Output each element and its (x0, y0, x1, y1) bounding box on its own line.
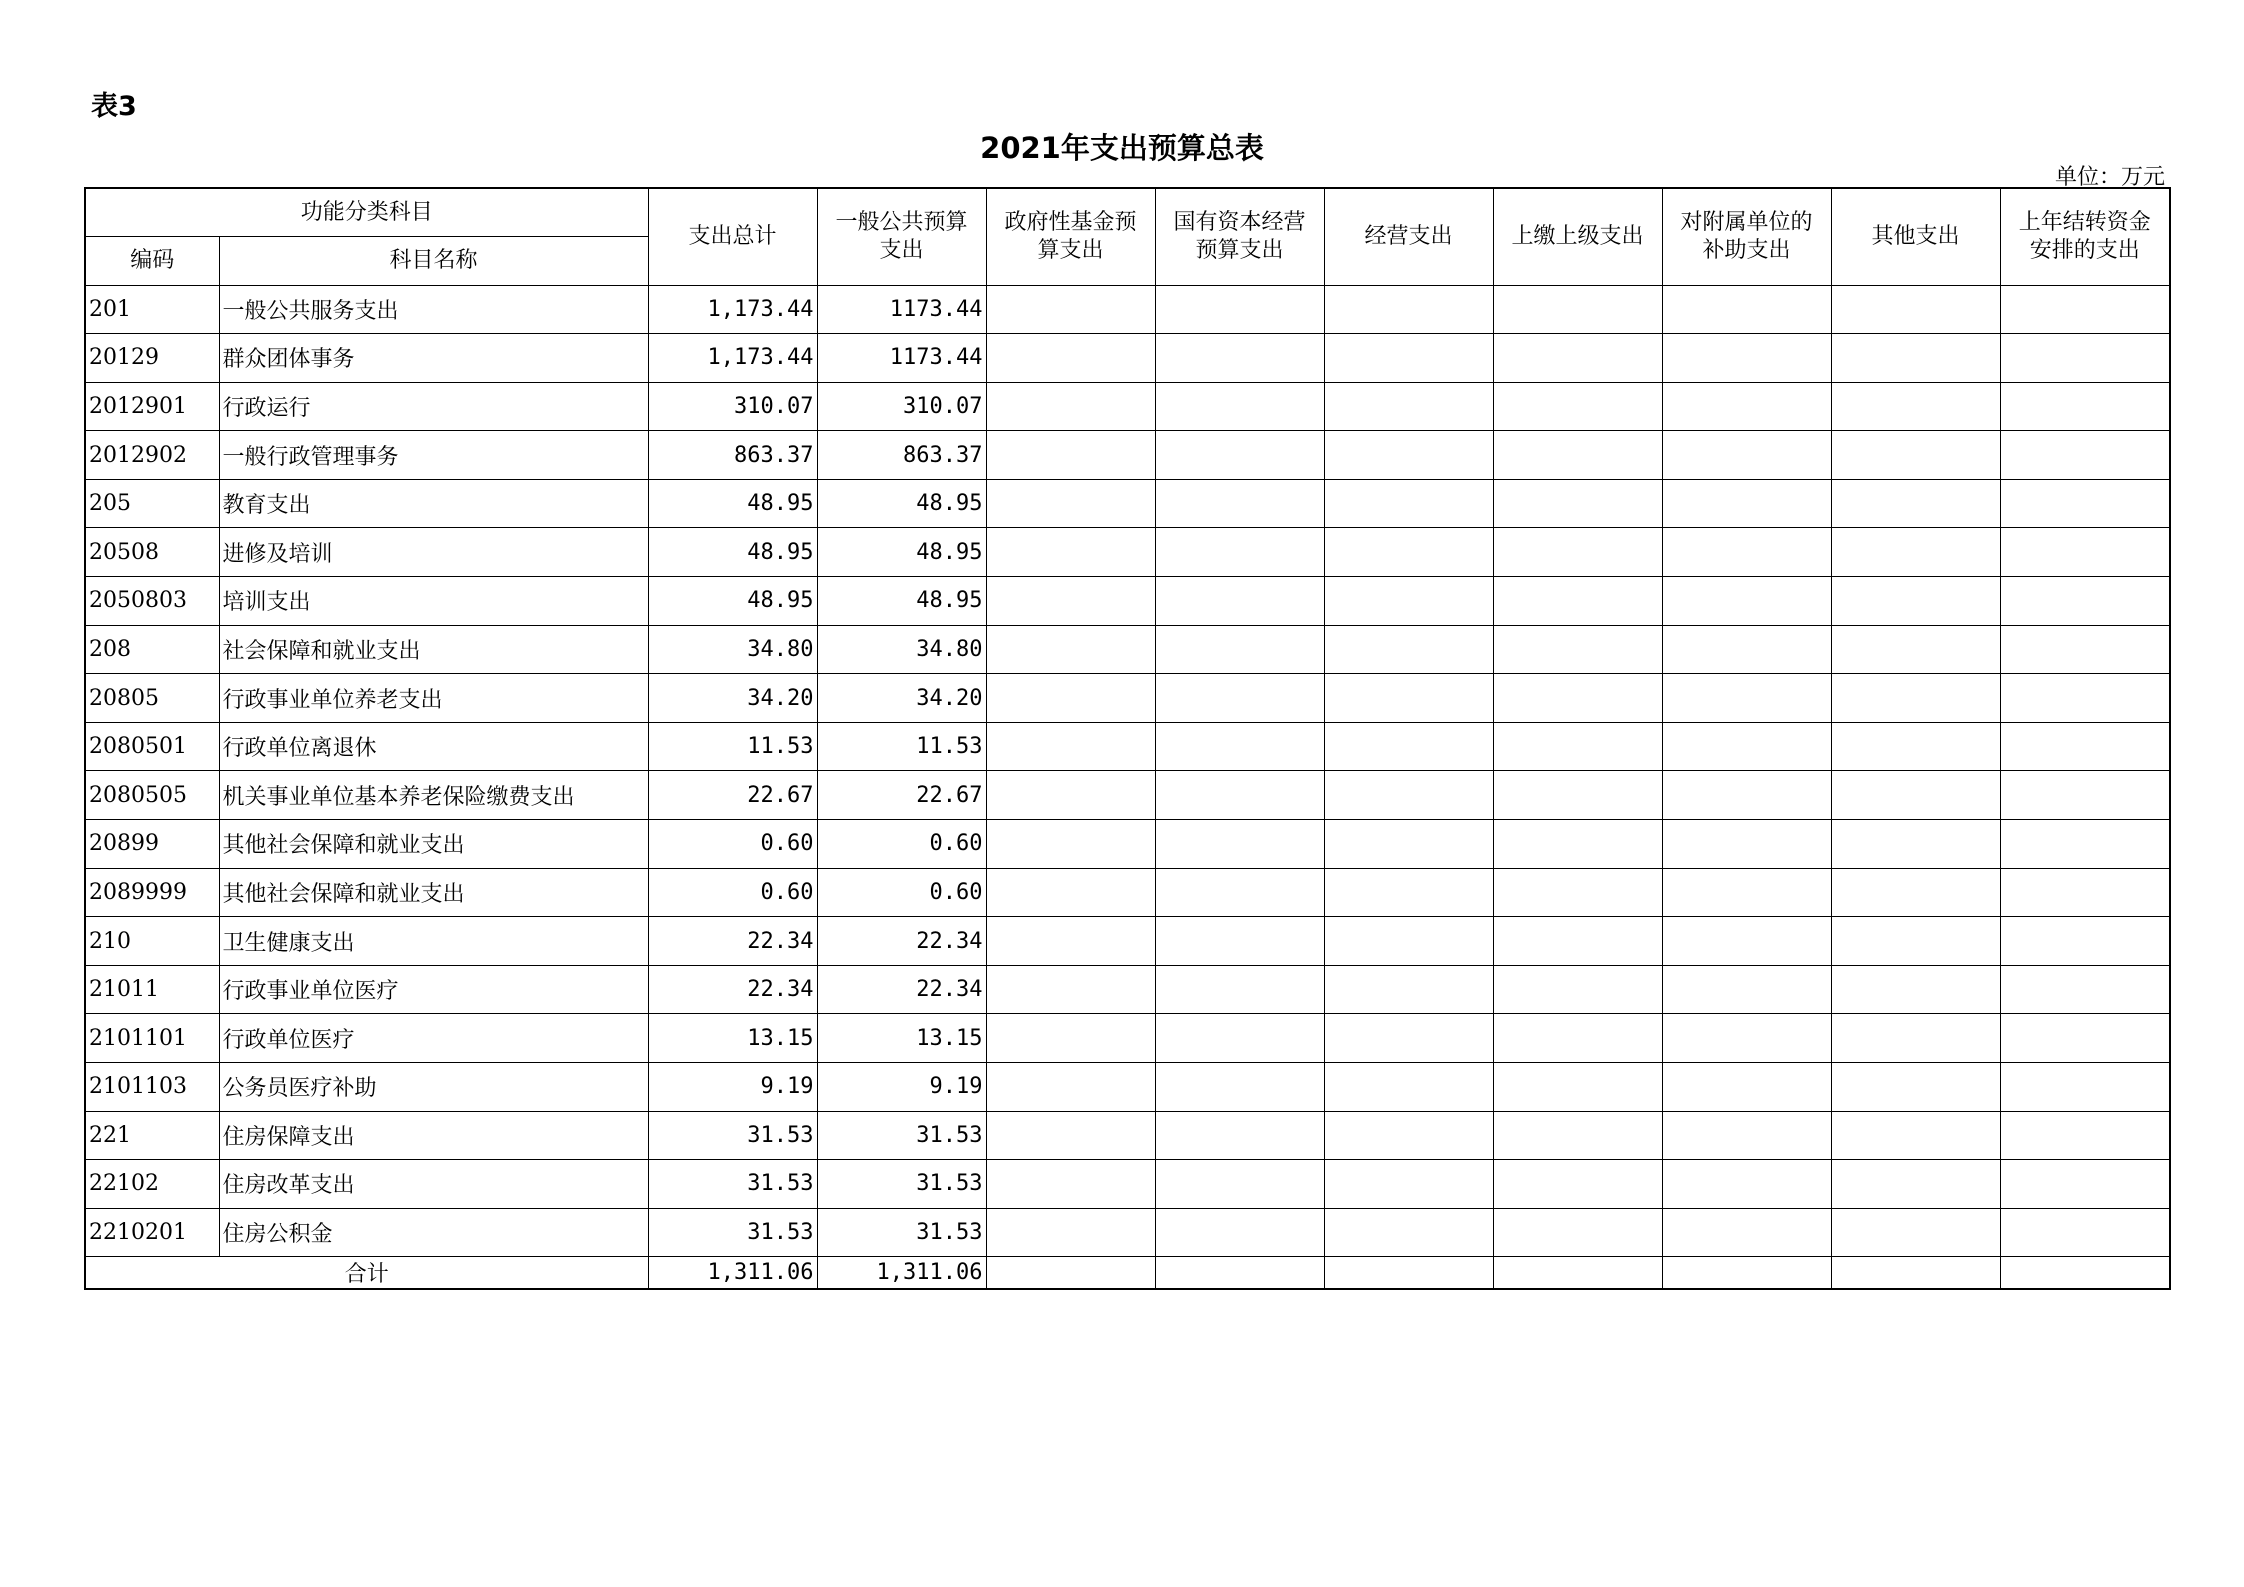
empty-cell (1831, 528, 2000, 577)
budget-table (84, 187, 2171, 1290)
total-empty-cell (1324, 1257, 1493, 1290)
row-name: 卫生健康支出 (219, 917, 648, 966)
empty-cell (1324, 917, 1493, 966)
table-row (85, 528, 2170, 577)
empty-cell (1155, 382, 1324, 431)
table-row (85, 431, 2170, 480)
empty-cell (1324, 528, 1493, 577)
row-general: 310.07 (817, 382, 986, 431)
empty-cell (2000, 577, 2170, 626)
empty-cell (2000, 1208, 2170, 1257)
empty-cell (1831, 674, 2000, 723)
row-code: 221 (85, 1111, 219, 1160)
empty-cell (1155, 1160, 1324, 1209)
row-total: 48.95 (648, 577, 817, 626)
row-name: 行政单位医疗 (219, 1014, 648, 1063)
total-sum: 1,311.06 (648, 1257, 817, 1290)
empty-cell (1324, 285, 1493, 334)
row-name: 其他社会保障和就业支出 (219, 868, 648, 917)
empty-cell (1831, 479, 2000, 528)
table-row (85, 1063, 2170, 1112)
empty-cell (986, 965, 1155, 1014)
empty-cell (1831, 917, 2000, 966)
empty-cell (1155, 1014, 1324, 1063)
empty-cell (1493, 1111, 1662, 1160)
empty-cell (1662, 625, 1831, 674)
table-row (85, 479, 2170, 528)
table-row (85, 1111, 2170, 1160)
empty-cell (1324, 334, 1493, 383)
row-name: 培训支出 (219, 577, 648, 626)
empty-cell (1493, 1063, 1662, 1112)
row-total: 13.15 (648, 1014, 817, 1063)
empty-cell (986, 479, 1155, 528)
row-general: 31.53 (817, 1208, 986, 1257)
empty-cell (1662, 722, 1831, 771)
table-row (85, 674, 2170, 723)
table-label: 表3 (91, 91, 137, 122)
empty-cell (1155, 868, 1324, 917)
empty-cell (1493, 674, 1662, 723)
empty-cell (1831, 965, 2000, 1014)
empty-cell (2000, 722, 2170, 771)
empty-cell (1324, 1111, 1493, 1160)
row-name: 一般行政管理事务 (219, 431, 648, 480)
row-code: 2050803 (85, 577, 219, 626)
empty-cell (1155, 431, 1324, 480)
empty-cell (986, 1014, 1155, 1063)
empty-cell (1662, 965, 1831, 1014)
table-body (85, 285, 2170, 1257)
empty-cell (1662, 382, 1831, 431)
empty-cell (1324, 1208, 1493, 1257)
row-code: 2101103 (85, 1063, 219, 1112)
row-general: 34.80 (817, 625, 986, 674)
page-title: 2021年支出预算总表 (980, 131, 1264, 165)
row-code: 2101101 (85, 1014, 219, 1063)
empty-cell (1831, 334, 2000, 383)
empty-cell (1662, 771, 1831, 820)
empty-cell (2000, 382, 2170, 431)
row-name: 其他社会保障和就业支出 (219, 820, 648, 869)
row-total: 1,173.44 (648, 334, 817, 383)
row-name: 行政运行 (219, 382, 648, 431)
row-general: 48.95 (817, 577, 986, 626)
empty-cell (1155, 285, 1324, 334)
total-row (85, 1257, 2170, 1290)
row-name: 住房公积金 (219, 1208, 648, 1257)
row-code: 21011 (85, 965, 219, 1014)
table-row (85, 868, 2170, 917)
row-code: 20508 (85, 528, 219, 577)
empty-cell (1831, 625, 2000, 674)
row-code: 2080501 (85, 722, 219, 771)
row-general: 863.37 (817, 431, 986, 480)
empty-cell (1155, 334, 1324, 383)
empty-cell (986, 1111, 1155, 1160)
row-general: 31.53 (817, 1160, 986, 1209)
total-empty-cell (986, 1257, 1155, 1290)
empty-cell (2000, 528, 2170, 577)
row-name: 机关事业单位基本养老保险缴费支出 (219, 771, 648, 820)
row-total: 0.60 (648, 820, 817, 869)
empty-cell (1662, 479, 1831, 528)
row-name: 住房改革支出 (219, 1160, 648, 1209)
table-row (85, 334, 2170, 383)
empty-cell (1493, 771, 1662, 820)
header-col-subsidy: 对附属单位的补助支出 (1662, 188, 1831, 285)
empty-cell (1493, 1014, 1662, 1063)
row-total: 31.53 (648, 1111, 817, 1160)
empty-cell (1155, 674, 1324, 723)
row-general: 48.95 (817, 528, 986, 577)
table-header (85, 188, 2170, 285)
empty-cell (2000, 820, 2170, 869)
row-general: 11.53 (817, 722, 986, 771)
row-code: 2012902 (85, 431, 219, 480)
row-name: 教育支出 (219, 479, 648, 528)
empty-cell (2000, 431, 2170, 480)
table-row (85, 1160, 2170, 1209)
table-row (85, 1208, 2170, 1257)
empty-cell (1831, 820, 2000, 869)
row-general: 22.67 (817, 771, 986, 820)
row-code: 2210201 (85, 1208, 219, 1257)
row-general: 34.20 (817, 674, 986, 723)
empty-cell (1324, 965, 1493, 1014)
row-code: 20805 (85, 674, 219, 723)
empty-cell (1493, 820, 1662, 869)
empty-cell (2000, 965, 2170, 1014)
empty-cell (986, 722, 1155, 771)
empty-cell (2000, 771, 2170, 820)
row-name: 住房保障支出 (219, 1111, 648, 1160)
empty-cell (1662, 285, 1831, 334)
empty-cell (1831, 1014, 2000, 1063)
empty-cell (986, 577, 1155, 626)
row-general: 0.60 (817, 820, 986, 869)
row-code: 2089999 (85, 868, 219, 917)
empty-cell (1831, 577, 2000, 626)
row-code: 210 (85, 917, 219, 966)
empty-cell (1155, 722, 1324, 771)
row-general: 22.34 (817, 965, 986, 1014)
empty-cell (1324, 431, 1493, 480)
empty-cell (1155, 479, 1324, 528)
row-code: 208 (85, 625, 219, 674)
empty-cell (2000, 868, 2170, 917)
row-total: 34.80 (648, 625, 817, 674)
table-row (85, 1014, 2170, 1063)
header-row-top (85, 188, 2170, 237)
empty-cell (1493, 334, 1662, 383)
header-name: 科目名称 (219, 237, 648, 286)
empty-cell (1662, 1160, 1831, 1209)
row-name: 进修及培训 (219, 528, 648, 577)
empty-cell (986, 868, 1155, 917)
empty-cell (1155, 917, 1324, 966)
header-code: 编码 (85, 237, 219, 286)
empty-cell (1324, 1063, 1493, 1112)
header-col-remit: 上缴上级支出 (1493, 188, 1662, 285)
empty-cell (1324, 722, 1493, 771)
empty-cell (986, 1063, 1155, 1112)
empty-cell (1662, 1014, 1831, 1063)
row-total: 1,173.44 (648, 285, 817, 334)
empty-cell (2000, 1160, 2170, 1209)
row-total: 34.20 (648, 674, 817, 723)
empty-cell (1831, 1160, 2000, 1209)
row-total: 0.60 (648, 868, 817, 917)
header-col-general: 一般公共预算支出 (817, 188, 986, 285)
empty-cell (1493, 1208, 1662, 1257)
empty-cell (1324, 868, 1493, 917)
empty-cell (1831, 868, 2000, 917)
row-name: 行政事业单位医疗 (219, 965, 648, 1014)
empty-cell (1324, 479, 1493, 528)
empty-cell (986, 771, 1155, 820)
empty-cell (2000, 334, 2170, 383)
row-total: 9.19 (648, 1063, 817, 1112)
empty-cell (986, 382, 1155, 431)
row-code: 20129 (85, 334, 219, 383)
total-empty-cell (1662, 1257, 1831, 1290)
empty-cell (1493, 722, 1662, 771)
empty-cell (1662, 917, 1831, 966)
empty-cell (1493, 285, 1662, 334)
empty-cell (1155, 965, 1324, 1014)
row-general: 31.53 (817, 1111, 986, 1160)
header-col-operating: 经营支出 (1324, 188, 1493, 285)
empty-cell (1493, 917, 1662, 966)
row-total: 11.53 (648, 722, 817, 771)
empty-cell (1662, 674, 1831, 723)
empty-cell (1662, 431, 1831, 480)
row-total: 310.07 (648, 382, 817, 431)
table-row (85, 965, 2170, 1014)
header-col-carryover: 上年结转资金安排的支出 (2000, 188, 2170, 285)
empty-cell (986, 1160, 1155, 1209)
table-row (85, 382, 2170, 431)
empty-cell (2000, 625, 2170, 674)
empty-cell (1662, 1111, 1831, 1160)
empty-cell (986, 917, 1155, 966)
total-empty-cell (1155, 1257, 1324, 1290)
row-code: 2080505 (85, 771, 219, 820)
empty-cell (1493, 479, 1662, 528)
total-general: 1,311.06 (817, 1257, 986, 1290)
row-total: 22.34 (648, 965, 817, 1014)
row-code: 20899 (85, 820, 219, 869)
empty-cell (1662, 334, 1831, 383)
row-total: 22.67 (648, 771, 817, 820)
header-col-other: 其他支出 (1831, 188, 2000, 285)
row-name: 社会保障和就业支出 (219, 625, 648, 674)
empty-cell (986, 625, 1155, 674)
empty-cell (1662, 868, 1831, 917)
total-empty-cell (1493, 1257, 1662, 1290)
empty-cell (1155, 1063, 1324, 1112)
empty-cell (1493, 577, 1662, 626)
empty-cell (1662, 528, 1831, 577)
row-general: 22.34 (817, 917, 986, 966)
row-total: 48.95 (648, 528, 817, 577)
empty-cell (1493, 965, 1662, 1014)
header-function-group: 功能分类科目 (85, 188, 648, 237)
total-label: 合计 (85, 1257, 648, 1290)
unit-note: 单位：万元 (2054, 165, 2165, 190)
empty-cell (1324, 771, 1493, 820)
empty-cell (1493, 431, 1662, 480)
header-col-statecapital: 国有资本经营预算支出 (1155, 188, 1324, 285)
empty-cell (2000, 1111, 2170, 1160)
table-row (85, 820, 2170, 869)
empty-cell (1155, 1111, 1324, 1160)
row-total: 863.37 (648, 431, 817, 480)
row-code: 205 (85, 479, 219, 528)
row-total: 31.53 (648, 1208, 817, 1257)
empty-cell (1324, 1014, 1493, 1063)
empty-cell (2000, 1014, 2170, 1063)
empty-cell (1662, 1208, 1831, 1257)
empty-cell (1155, 771, 1324, 820)
empty-cell (1324, 820, 1493, 869)
empty-cell (1831, 1208, 2000, 1257)
table-row (85, 285, 2170, 334)
row-general: 13.15 (817, 1014, 986, 1063)
empty-cell (1324, 674, 1493, 723)
empty-cell (986, 674, 1155, 723)
empty-cell (1831, 722, 2000, 771)
empty-cell (1831, 771, 2000, 820)
total-empty-cell (1831, 1257, 2000, 1290)
empty-cell (986, 431, 1155, 480)
empty-cell (1662, 1063, 1831, 1112)
empty-cell (1831, 1111, 2000, 1160)
empty-cell (2000, 285, 2170, 334)
table-row (85, 625, 2170, 674)
header-col-govfund: 政府性基金预算支出 (986, 188, 1155, 285)
empty-cell (1493, 382, 1662, 431)
empty-cell (1155, 820, 1324, 869)
row-name: 群众团体事务 (219, 334, 648, 383)
empty-cell (986, 285, 1155, 334)
row-name: 行政事业单位养老支出 (219, 674, 648, 723)
empty-cell (2000, 917, 2170, 966)
row-general: 1173.44 (817, 334, 986, 383)
empty-cell (986, 1208, 1155, 1257)
empty-cell (986, 820, 1155, 869)
empty-cell (1831, 431, 2000, 480)
empty-cell (1493, 528, 1662, 577)
row-general: 1173.44 (817, 285, 986, 334)
table-row (85, 577, 2170, 626)
empty-cell (1662, 577, 1831, 626)
empty-cell (1324, 382, 1493, 431)
empty-cell (1324, 625, 1493, 674)
empty-cell (1831, 1063, 2000, 1112)
total-empty-cell (2000, 1257, 2170, 1290)
table-row (85, 917, 2170, 966)
table-footer (85, 1257, 2170, 1290)
empty-cell (986, 334, 1155, 383)
empty-cell (1324, 1160, 1493, 1209)
empty-cell (986, 528, 1155, 577)
row-general: 0.60 (817, 868, 986, 917)
empty-cell (1662, 820, 1831, 869)
header-col-total: 支出总计 (648, 188, 817, 285)
empty-cell (1324, 577, 1493, 626)
empty-cell (1493, 625, 1662, 674)
empty-cell (1831, 285, 2000, 334)
table-row (85, 722, 2170, 771)
empty-cell (1155, 528, 1324, 577)
row-code: 201 (85, 285, 219, 334)
row-general: 48.95 (817, 479, 986, 528)
empty-cell (1155, 625, 1324, 674)
empty-cell (1831, 382, 2000, 431)
empty-cell (2000, 674, 2170, 723)
row-name: 行政单位离退休 (219, 722, 648, 771)
row-total: 48.95 (648, 479, 817, 528)
empty-cell (2000, 479, 2170, 528)
row-total: 31.53 (648, 1160, 817, 1209)
empty-cell (1493, 1160, 1662, 1209)
empty-cell (2000, 1063, 2170, 1112)
row-total: 22.34 (648, 917, 817, 966)
row-code: 22102 (85, 1160, 219, 1209)
empty-cell (1155, 577, 1324, 626)
row-general: 9.19 (817, 1063, 986, 1112)
table-row (85, 771, 2170, 820)
row-code: 2012901 (85, 382, 219, 431)
empty-cell (1155, 1208, 1324, 1257)
row-name: 公务员医疗补助 (219, 1063, 648, 1112)
row-name: 一般公共服务支出 (219, 285, 648, 334)
empty-cell (1493, 868, 1662, 917)
